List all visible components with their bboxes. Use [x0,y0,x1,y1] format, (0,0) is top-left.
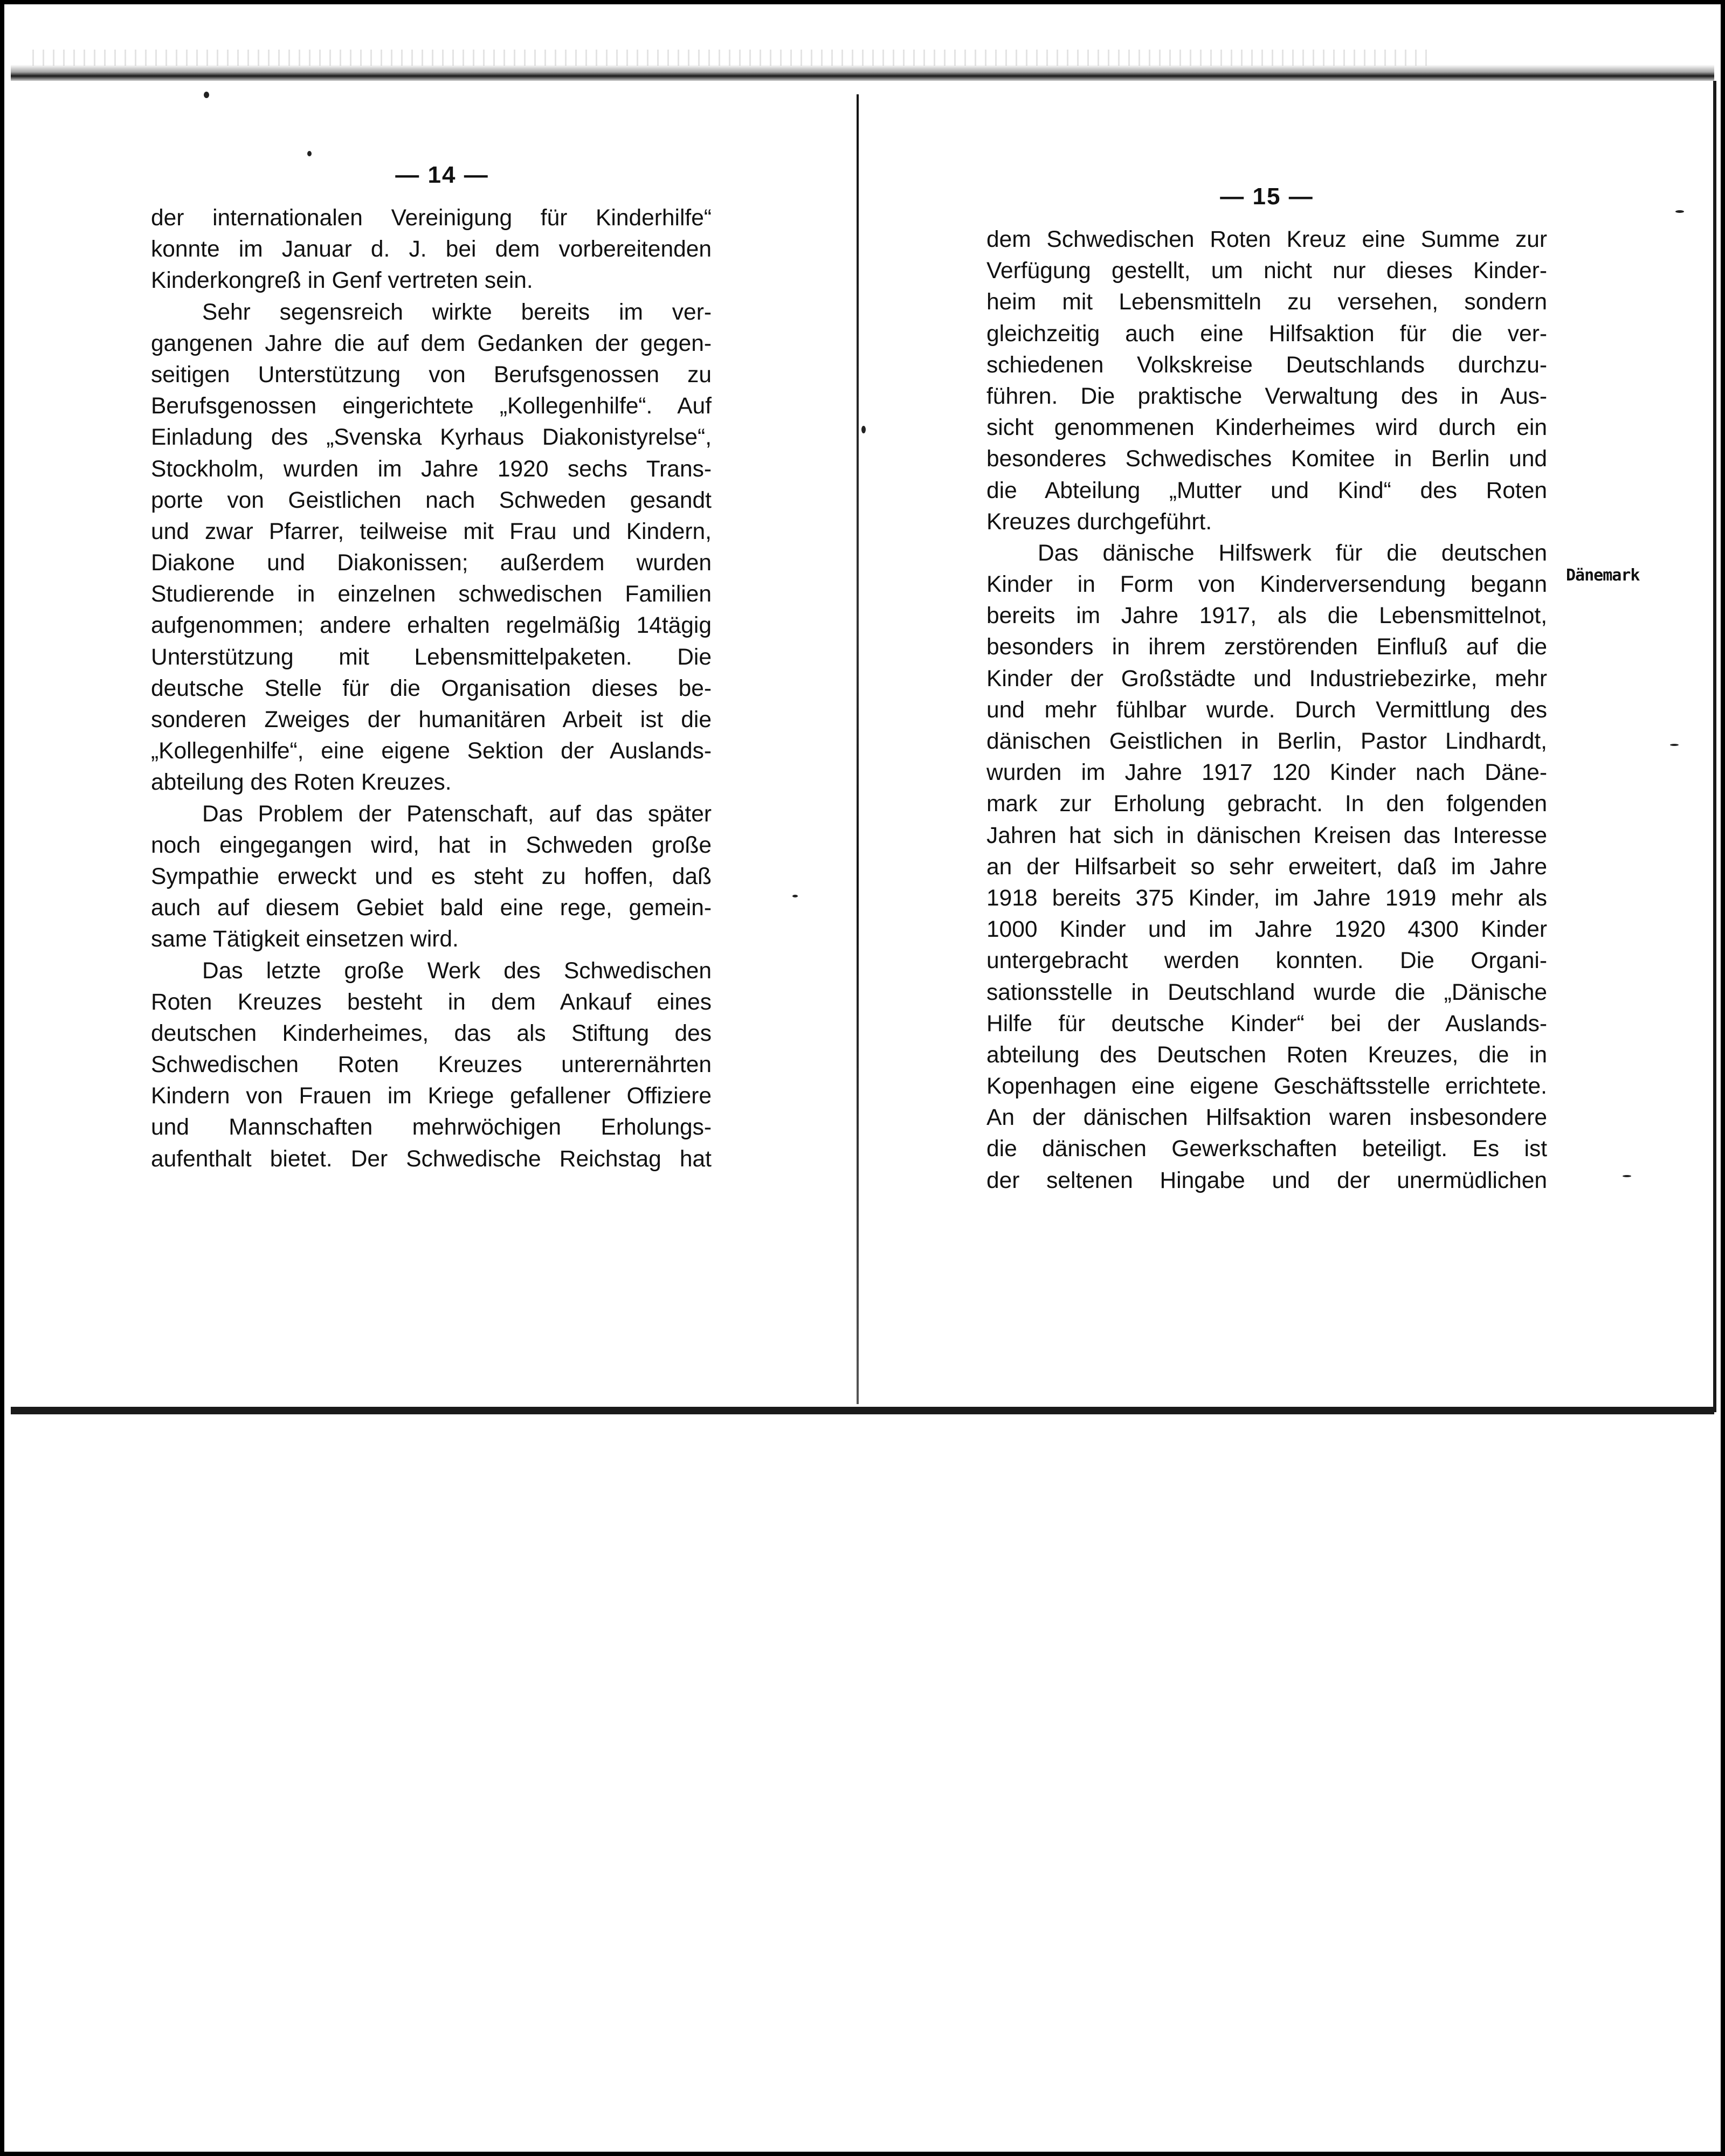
text-line: und mehr fühlbar wurde. Durch Vermittlung des [986,697,1547,723]
right-page-edge [1713,81,1716,1412]
text-line: schiedenen Volkskreise Deutschlands durchzu- [986,352,1547,378]
text-line: „Kollegenhilfe“, eine eigene Sektion der Auslands- [151,738,712,764]
text-line: deutschen Kinderheimes, das als Stiftung des [151,1020,712,1046]
text-line: Hilfe für deutsche Kinder“ bei der Auslands- [986,1011,1547,1036]
text-line: noch eingegangen wird, hat in Schweden große [151,832,712,858]
text-line: dem Schwedischen Roten Kreuz eine Summe zur [986,227,1547,252]
text-line: die dänischen Gewerkschaften beteiligt. Es ist [986,1136,1547,1162]
text-line: sonderen Zweiges der humanitären Arbeit ist die [151,707,712,733]
text-line: besonderes Schwedisches Komitee in Berlin und [986,446,1547,472]
text-line: Das letzte große Werk des Schwedischen [202,958,712,984]
text-line: Unterstützung mit Lebensmittelpaketen. Die [151,644,712,670]
text-line: bereits im Jahre 1917, als die Lebensmittelnot, [986,603,1547,629]
margin-note: Dänemark [1566,566,1640,585]
text-line: sicht genommenen Kinderheimes wird durch ein [986,415,1547,441]
text-line: und zwar Pfarrer, teilweise mit Frau und Kindern, [151,519,712,544]
text-line: abteilung des Deutschen Roten Kreuzes, die in [986,1042,1547,1068]
text-line: 1000 Kinder und im Jahre 1920 4300 Kinder [986,917,1547,943]
text-line: mark zur Erholung gebracht. In den folgenden [986,791,1547,817]
top-edge-dust [32,50,1434,66]
text-line: Verfügung gestellt, um nicht nur dieses Kinder- [986,258,1547,284]
bottom-page-edge [11,1407,1714,1414]
text-line: Das Problem der Patenschaft, auf das später [202,801,712,827]
text-line: Einladung des „Svenska Kyrhaus Diakonistyrelse“, [151,425,712,451]
text-line: Jahren hat sich in dänischen Kreisen das Interesse [986,823,1547,848]
text-line: Sympathie erweckt und es steht zu hoffen, daß [151,863,712,889]
text-line: abteilung des Roten Kreuzes. [151,770,452,796]
left-page-text [151,203,712,1175]
page-number: — 15 — [1220,183,1314,210]
text-line: Kindern von Frauen im Kriege gefallener Offiziere [151,1083,712,1109]
text-line: same Tätigkeit einsetzen wird. [151,927,459,952]
scan-speck [204,92,209,98]
text-line: und Mannschaften mehrwöchigen Erholungs- [151,1115,712,1141]
book-gutter [857,94,859,1404]
scan-speck [1623,1175,1631,1177]
text-line: 1918 bereits 375 Kinder, im Jahre 1919 mehr als [986,885,1547,911]
text-line: dänischen Geistlichen in Berlin, Pastor Lindhardt, [986,729,1547,754]
text-line: Studierende in einzelnen schwedischen Familien [151,582,712,607]
text-line: Sehr segensreich wirkte bereits im ver- [202,299,712,325]
text-line: Roten Kreuzes besteht in dem Ankauf eines [151,989,712,1015]
text-line: gangenen Jahre die auf dem Gedanken der gegen- [151,330,712,356]
text-line: konnte im Januar d. J. bei dem vorbereitenden [151,237,712,262]
top-page-edge [11,65,1714,81]
text-line: Schwedischen Roten Kreuzes unterernährten [151,1052,712,1078]
text-line: der internationalen Vereinigung für Kinderhilfe“ [151,205,712,231]
text-line: gleichzeitig auch eine Hilfsaktion für die ver- [986,321,1547,347]
text-line: Das dänische Hilfswerk für die deutschen [1038,540,1547,566]
scan-speck [792,895,798,897]
text-line: Stockholm, wurden im Jahre 1920 sechs Trans- [151,456,712,482]
text-line: Kinderkongreß in Genf vertreten sein. [151,268,533,294]
text-line: die Abteilung „Mutter und Kind“ des Roten [986,478,1547,503]
text-line: Berufsgenossen eingerichtete „Kollegenhilfe“. Auf [151,393,712,419]
text-line: wurden im Jahre 1917 120 Kinder nach Däne- [986,760,1547,786]
text-line: deutsche Stelle für die Organisation dieses be- [151,675,712,701]
text-line: sationsstelle in Deutschland wurde die „Dänische [986,979,1547,1005]
text-line: untergebracht werden konnten. Die Organi- [986,948,1547,974]
text-line: auch auf diesem Gebiet bald eine rege, gemein- [151,895,712,921]
text-line: seitigen Unterstützung von Berufsgenossen zu [151,362,712,388]
text-line: heim mit Lebensmitteln zu versehen, sondern [986,289,1547,315]
page-number: — 14 — [395,162,489,188]
text-line: Diakone und Diakonissen; außerdem wurden [151,550,712,576]
scan-speck [861,426,866,433]
text-line: aufenthalt bietet. Der Schwedische Reichstag hat [151,1146,712,1172]
text-line: führen. Die praktische Verwaltung des in Aus- [986,383,1547,409]
text-line: Kreuzes durchgeführt. [986,509,1212,535]
text-line: An der dänischen Hilfsaktion waren insbesondere [986,1105,1547,1131]
right-page [986,183,1547,1197]
text-line: Kopenhagen eine eigene Geschäftsstelle errichtete. [986,1074,1547,1100]
text-line: an der Hilfsarbeit so sehr erweitert, daß im Jahre [986,854,1547,880]
text-line: Kinder in Form von Kinderversendung begann [986,572,1547,598]
left-page [151,162,712,1175]
scan-speck [307,151,312,156]
right-page-text [986,224,1547,1197]
text-line: Kinder der Großstädte und Industriebezirke, mehr [986,666,1547,692]
text-line: besonders in ihrem zerstörenden Einfluß auf die [986,634,1547,660]
text-line: der seltenen Hingabe und der unermüdlichen [986,1167,1547,1193]
text-line: porte von Geistlichen nach Schweden gesandt [151,487,712,513]
scan-speck [1675,210,1684,213]
text-line: aufgenommen; andere erhalten regelmäßig 14tägig [151,613,712,639]
scan-speck [1670,744,1679,746]
